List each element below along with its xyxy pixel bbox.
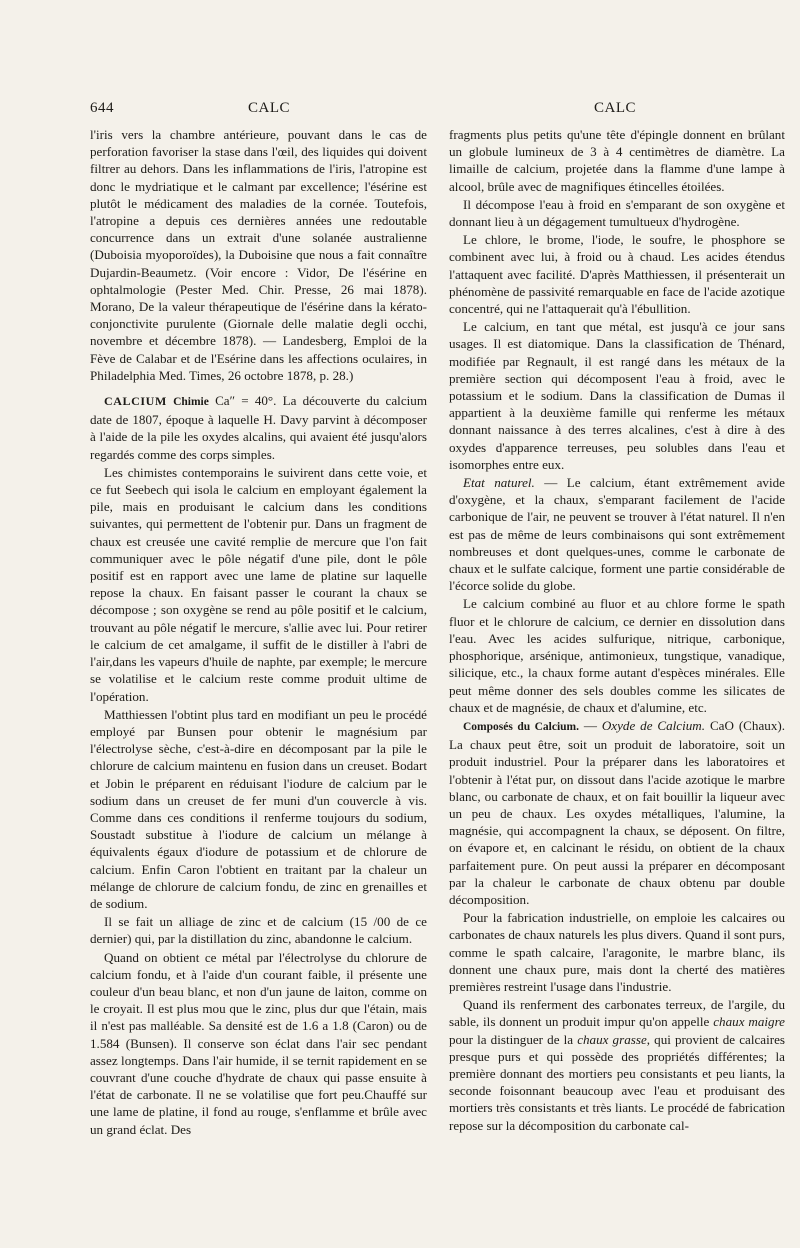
right-column xyxy=(449,126,785,1135)
paragraph-text: Quand ils renferment des carbonates terreux, de l'argile, du sable, ils donnent un produit impur qu'on appelle xyxy=(449,997,785,1030)
running-head-right: CALC xyxy=(594,100,637,116)
paragraph: Il décompose l'eau à froid en s'emparant de son oxygène et donnant lieu à un dégagement tumultueux d'hydrogène. xyxy=(449,196,785,230)
paragraph-text: , qui provient de calcaires presque purs et qui possède des propriétés différentes; la première donnant des mortiers peu consistants et peu liants, la seconde foisonnant beaucoup avec l'eau et produisant des mortiers très consistants et très liants. Le procédé de fabrication repose sur la décomposition du carbonate cal- xyxy=(449,1031,785,1133)
subsection-title: Oxyde de Calcium. xyxy=(601,717,706,733)
chaux-paragraph xyxy=(449,996,785,1134)
paragraph-text: Ca″ = 40°. La découverte du calcium date de 1807, époque à laquelle H. Davy parvint à décomposer à l'aide de la pile les oxydes alcalins, qui avaient été jusqu'alors regardés comme des corps simples. xyxy=(90,393,427,462)
term-chaux-grasse: chaux grasse xyxy=(577,1031,647,1047)
paragraph: Les chimistes contemporains le suivirent dans cette voie, et ce fut Seebech qui isola le calcium en employant également la pile, mais en produisant le calcium dans les conditions suivantes, qui permettent de l'obtenir pur. Dans un fragment de chaux est creusée une cavité remplie de mercure que l'on fait communiquer avec le pôle négatif d'une pile, dont le pôle positif est en rapport avec une lame de platine sur laquelle repose la chaux. En faisant passer le courant la chaux se décompose ; son oxygène se rend au pôle positif et le calcium, trouvant au pôle négatif le mercure, s'allie avec lui. Pour retirer le calcium de cet amalgame, il suffit de le distiller à l'abri de l'air,dans les vapeurs d'huile de naphte, par exemple; le mercure se volatilise et le calcium reste comme produit ultime de l'opération. xyxy=(90,464,427,704)
paragraph: Le calcium combiné au fluor et au chlore forme le spath fluor et le chlorure de calcium, ce dernier en dissolution dans l'eau. Avec les acides sulfurique, nitrique, carbonique, phosphorique, arsénique, antimonieux, tungstique, vanadique, silicique, etc., la chaux forme autant d'espèces minérales. Elle peut même donner des sels doubles comme les silicates de chaux et de magnésie, de chaux et d'alumine, etc. xyxy=(449,596,785,715)
page-header xyxy=(0,96,800,120)
paragraph: fragments plus petits qu'une tête d'épingle donnent en brûlant un globule lumineux de 3 à 4 centimètres de diamètre. La limaille de calcium, projetée dans la flamme d'une lampe à alcool, brûle avec de magnifiques étincelles étoilées. xyxy=(449,127,785,194)
left-column xyxy=(90,126,427,1139)
etat-naturel-paragraph xyxy=(449,474,785,594)
paragraph: Il se fait un alliage de zinc et de calcium (15 /00 de ce dernier) qui, par la distillation du zinc, abandonne le calcium. xyxy=(90,914,427,947)
composes-paragraph: Composés du Calcium. — Oxyde de Calcium. CaO (Chaux). La chaux peut être, soit un produit de laboratoire, soit un produit industriel. Pour la préparer dans les laboratoires et l'obtenir à l'état pur, on dissout dans l'acide azotique le marbre blanc, ou carbonate de chaux, et on fait bouillir la liqueur avec un peu de chaux. Les oxydes métalliques, l'alumine, la magnésie, qui accompagnent la chaux, se déposent. On filtre, on évapore et, en calcinant le résidu, on obtient de la chaux parfaitement pure. On peut aussi la préparer en décomposant par la chaleur le carbonate de chaux obtenu par double décomposition. xyxy=(449,717,785,907)
headword-subject: Chimie xyxy=(173,396,209,409)
calcium-entry-paragraph xyxy=(90,392,427,463)
paragraph: Le chlore, le brome, l'iode, le soufre, le phosphore se combinent avec lui, à froid ou à chaud. Les acides étendus l'attaquent avec facilité. D'après Matthiessen, il présenterait un phénomène de passivité remarquable en face de l'acide azotique concentré, qui ne l'attaquerait qu'à l'ébullition. xyxy=(449,232,785,317)
paragraph-text: CaO (Chaux). La chaux peut être, soit un produit de laboratoire, soit un produit industriel. Pour la préparer dans les laboratoires et l'obtenir à l'état pur, on dissout dans l'acide azotique le marbre blanc, ou carbonate de chaux, et on fait bouillir la liqueur avec un peu de chaux. Les oxydes métalliques, l'alumine, la magnésie, qui accompagnent la chaux, se déposent. On filtre, on évapore et, en calcinant le résidu, on obtient de la chaux parfaitement pure. On peut aussi la préparer en décomposant par la chaleur le carbonate de chaux obtenu par double décomposition. xyxy=(449,717,785,907)
section-lead: Etat naturel. xyxy=(463,475,535,491)
paragraph: l'iris vers la chambre antérieure, pouvant dans le cas de perforation favoriser la stase dans l'œil, des liquides qui doivent filtrer au dehors. Dans les inflammations de l'iris, l'atropine est donc le mydriatique et le calmant par excellence; l'ésérine est plutôt le médicament des maladies de la cornée. Toutefois, l'atropine a depuis ces dernières années une redoutable concurrence dans un extrait d'une solanée australienne (Duboisia myoporoïdes), la Duboisine que nous a fait connaître Dujardin-Beaumetz. (Voir encore : Vidor, De l'ésérine en ophtalmologie (Pester Med. Chir. Presse, 26 mai 1878). Morano, De la valeur thérapeutique de l'ésérine dans la kérato-conjonctivite purulente (Giornale delle malatie degli occhi, novembre et décembre 1878). — Landesberg, Emploi de la Fève de Calabar et de l'Esérine dans les affections oculaires, in Philadelphia Med. Times, 26 octobre 1878, p. 28.) xyxy=(90,127,427,383)
paragraph: Pour la fabrication industrielle, on emploie les calcaires ou carbonates de chaux naturels les plus divers. Quand il sont purs, comme le spath calcaire, l'aragonite, le marbre blanc, ils donnent une chaux pure, mais dont la cherté des matières premières restreint l'usage dans l'industrie. xyxy=(449,910,785,994)
paragraph: Matthiessen l'obtint plus tard en modifiant un peu le procédé employé par Bunsen pour obtenir le magnésium par l'électrolyse sèche, c'est-à-dire en décomposant par la pile le chlorure de calcium maintenu en fusion dans un creuset. Bodart et Jobin le préparent en réduisant l'iodure de calcium par le sodium dans un creuset de fer muni d'un couvercle à vis. Comme dans ces conditions il renferme toujours du sodium, Soustadt substitue à l'iodure de calcium un mélange à équivalents égaux d'iodure de potassium et de chlorure de calcium. Enfin Caron l'obtient en traitant par la chaleur un mélange de chlorure de calcium fondu, de zinc en grenailles et de sodium. xyxy=(90,706,427,911)
paragraph-text: pour la distinguer de la xyxy=(449,1031,578,1047)
page-number: 644 xyxy=(90,100,114,116)
paragraph-text: — Le calcium, étant extrêmement avide d'oxygène, et la chaux, s'emparant facilement de l'acide carbonique de l'air, ne peuvent se trouver à l'état naturel. Il n'en est pas de même de leurs combinaisons qui sont extrêmement nombreuses et dont quelques-unes, comme le carbonate de chaux et le sulfate calcique, forment une partie considérable de l'écorce solide du globe. xyxy=(449,475,785,594)
running-head-left: CALC xyxy=(248,100,291,116)
paragraph: Quand on obtient ce métal par l'électrolyse du chlorure de calcium fondu, et à l'aide d'un courant faible, il présente une couleur d'un beau blanc, et non d'un jaune de laiton, comme on le croyait. Il est plus mou que le zinc, plus dur que l'étain, mais il n'est pas malléable. Sa densité est de 1.6 a 1.8 (Caron) ou de 1.584 (Bunsen). Il conserve son éclat dans l'air sec pendant assez longtemps. Dans l'air humide, il se ternit rapidement en se couvrant d'une couche d'hydrate de chaux qui passe ensuite à l'état de carbonate. Il ne se volatilise que fort peu.Chauffé sur une lame de platine, il fond au rouge, s'enflamme et brûle avec un grand éclat. Des xyxy=(90,949,427,1137)
headword: CALCIUM xyxy=(104,394,167,409)
paragraph: Le calcium, en tant que métal, est jusqu'à ce jour sans usages. Il est diatomique. Dans la classification de Thénard, modifiée par Regnault, il est rangé dans les métaux de la première section qui décomposent l'eau à froid, avec le potassium et le sodium. Dans la classification de Dumas il appartient à la deuxième famille qui renferme les métaux donnant naissance à des terres alcalines, c'est à dire à des oxydes d'apparence terreuses, peu solubles dans l'eau et isomorphes entre eux. xyxy=(449,319,785,472)
section-heading: Composés du Calcium. xyxy=(463,720,579,733)
term-chaux-maigre: chaux maigre xyxy=(713,1014,785,1030)
